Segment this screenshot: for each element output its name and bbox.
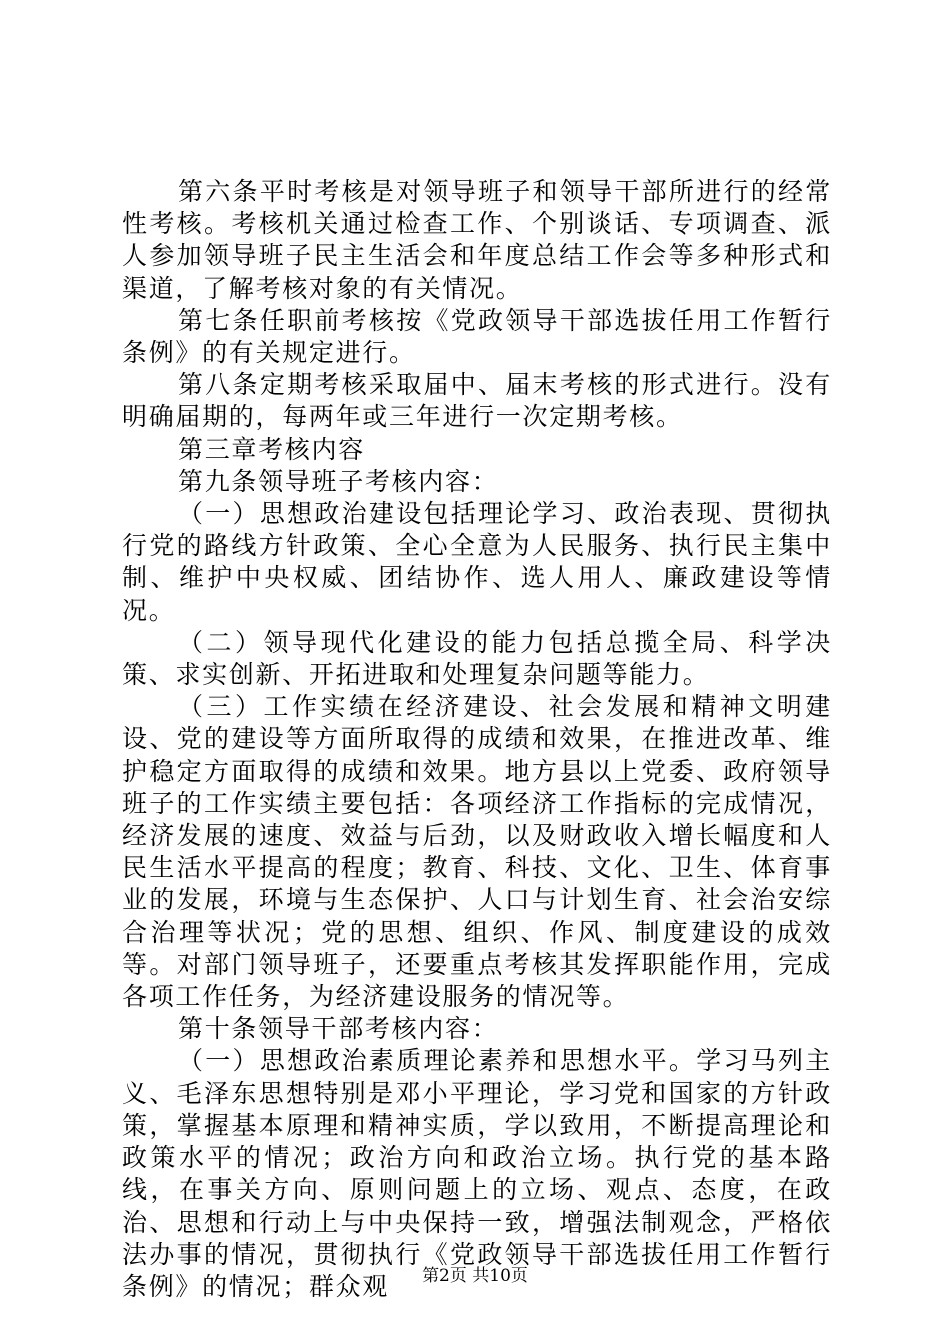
- paragraph-article-9: 第九条领导班子考核内容：: [178, 466, 499, 496]
- paragraph-item-3: （三）工作实绩在经济建设、社会发展和精神文明建设、党的建设等方面所取得的成绩和效果，在推进改革、维护稳定方面取得的成绩和效果。地方县以上党委、政府领导班子的工作实绩主要包括：各项经济工作指标的完成情况，经济发展的速度、效益与后劲，以及财政收入增长幅度和人民生活水平提高的程度；教育、科技、文化、卫生、体育事业的发展，环境与生态保护、人口与计划生育、社会治安综合治理等状况；党的思想、组织、作风、制度建设的成效等。对部门领导班子，还要重点考核其发挥职能作用，完成各项工作任务，为经济建设服务的情况等。: [122, 692, 832, 1012]
- chapter-heading: 第三章考核内容: [178, 434, 365, 464]
- page-number: 第2页 共10页: [422, 1266, 528, 1286]
- paragraph-article-6: 第六条平时考核是对领导班子和领导干部所进行的经常性考核。考核机关通过检查工作、个别谈话、专项调查、派人参加领导班子民主生活会和年度总结工作会等多种形式和渠道，了解考核对象的有关情况。: [122, 177, 832, 303]
- document-body: [122, 176, 832, 1303]
- paragraph-article-7: 第七条任职前考核按《党政领导干部选拔任用工作暂行条例》的有关规定进行。: [122, 305, 832, 368]
- paragraph-article-10: 第十条领导干部考核内容：: [178, 1014, 499, 1044]
- paragraph-article-8: 第八条定期考核采取届中、届末考核的形式进行。没有明确届期的，每两年或三年进行一次定期考核。: [122, 370, 832, 432]
- paragraph-item-1: （一）思想政治建设包括理论学习、政治表现、贯彻执行党的路线方针政策、全心全意为人民服务、执行民主集中制、维护中央权威、团结协作、选人用人、廉政建设等情况。: [122, 499, 832, 625]
- paragraph-item-2: （二）领导现代化建设的能力包括总揽全局、科学决策、求实创新、开拓进取和处理复杂问题等能力。: [122, 627, 832, 690]
- paragraph-item-10-1: （一）思想政治素质理论素养和思想水平。学习马列主义、毛泽东思想特别是邓小平理论，学习党和国家的方针政策，掌握基本原理和精神实质，学以致用，不断提高理论和政策水平的情况；政治方向和政治立场。执行党的基本路线，在事关方向、原则问题上的立场、观点、态度，在政治、思想和行动上与中央保持一致，增强法制观念，严格依法办事的情况，贯彻执行《党政领导干部选拔任用工作暂行条例》的情况；群众观: [122, 1046, 832, 1301]
